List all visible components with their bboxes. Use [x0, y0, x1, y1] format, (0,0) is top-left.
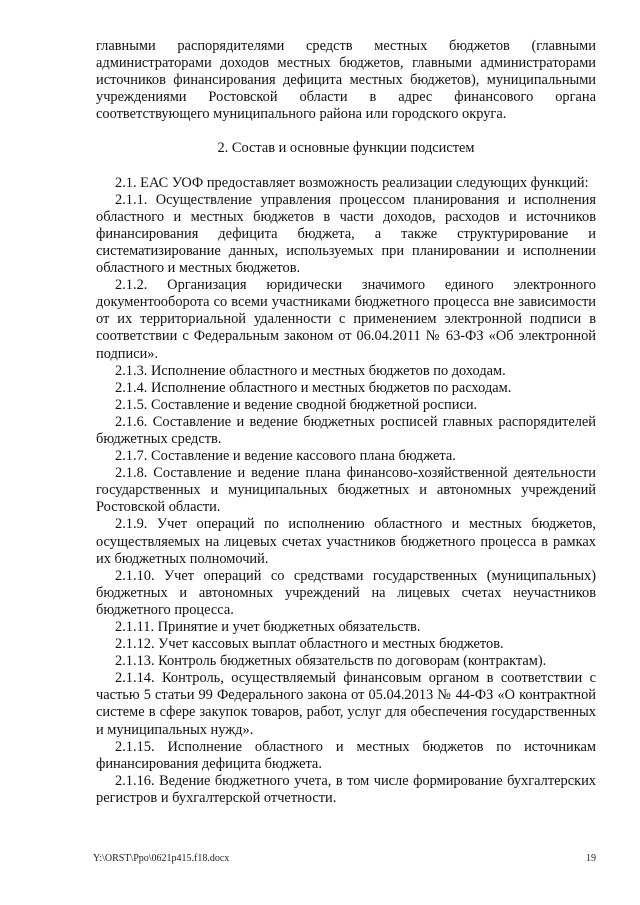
paragraph-2-1-16: 2.1.16. Ведение бюджетного учета, в том числе формирование бухгалтерских регистров и бухгалтерской отчетности. — [96, 772, 596, 806]
paragraph-2-1-4: 2.1.4. Исполнение областного и местных бюджетов по расходам. — [115, 379, 512, 396]
document-body — [96, 38, 596, 807]
paragraph-2-1-2: 2.1.2. Организация юридически значимого единого электронного документооборота со всеми участниками бюджетного процесса вне зависимости от их территориальной удаленности с применением электронной подписи в соответствии с Федеральным законом от 06.04.2011 № 63-ФЗ «Об электронной подписи». — [96, 277, 596, 362]
paragraph-2-1-11: 2.1.11. Принятие и учет бюджетных обязательств. — [115, 619, 421, 635]
paragraph-2-1-3: 2.1.3. Исполнение областного и местных бюджетов по доходам. — [115, 362, 506, 379]
paragraph-2-1-10: 2.1.10. Учет операций со средствами государственных (муниципальных) бюджетных и автономных учреждений на лицевых счетах неучастников бюджетного процесса. — [96, 567, 596, 618]
footer-file-path: Y:\ORST\Ppo\0621p415.f18.docx — [93, 853, 230, 864]
paragraph-2-1-1: 2.1.1. Осуществление управления процессом планирования и исполнения областного и местных бюджетов в части доходов, расходов и источников финансирования дефицита бюджета, а также структурирование и систематизирование данных, используемых при планировании и исполнении областного и местных бюджетов. — [96, 191, 596, 277]
paragraph-2-1-8: 2.1.8. Составление и ведение плана финансово-хозяйственной деятельности государственных и муниципальных бюджетных и автономных учреждений Ростовской области. — [96, 465, 596, 516]
paragraph-2-1-6: 2.1.6. Составление и ведение бюджетных росписей главных распорядителей бюджетных средств. — [96, 413, 596, 447]
footer-page-number: 19 — [586, 853, 596, 864]
section-title: 2. Состав и основные функции подсистем — [217, 140, 475, 157]
paragraph-2-1-13: 2.1.13. Контроль бюджетных обязательств по договорам (контрактам). — [115, 653, 547, 670]
intro-paragraph: главными распорядителями средств местных бюджетов (главными администраторами доходов местных бюджетов, главными администраторами источников финансирования дефицита местных бюджетов), муниципальными учреждениями Ростовской области в адрес финансового органа соответствующего муниципального района или городского округа. — [96, 38, 596, 123]
paragraph-2-1: 2.1. ЕАС УОФ предоставляет возможность реализации следующих функций: — [115, 174, 589, 191]
paragraph-2-1-12: 2.1.12. Учет кассовых выплат областного и местных бюджетов. — [115, 636, 504, 653]
paragraph-2-1-15: 2.1.15. Исполнение областного и местных бюджетов по источникам финансирования дефицита бюджета. — [96, 738, 596, 772]
paragraph-2-1-7: 2.1.7. Составление и ведение кассового плана бюджета. — [115, 448, 456, 465]
paragraph-2-1-5: 2.1.5. Составление и ведение сводной бюджетной росписи. — [115, 396, 478, 413]
paragraph-2-1-9: 2.1.9. Учет операций по исполнению областного и местных бюджетов, осуществляемых на лицевых счетах участников бюджетного процесса в рамках их бюджетных полномочий. — [96, 516, 596, 567]
paragraph-2-1-14: 2.1.14. Контроль, осуществляемый финансовым органом в соответствии с частью 5 статьи 99 Федерального закона от 05.04.2013 № 44-ФЗ «О контрактной системе в сфере закупок товаров, работ, услуг для обеспечения государственных и муниципальных нужд». — [96, 670, 596, 738]
